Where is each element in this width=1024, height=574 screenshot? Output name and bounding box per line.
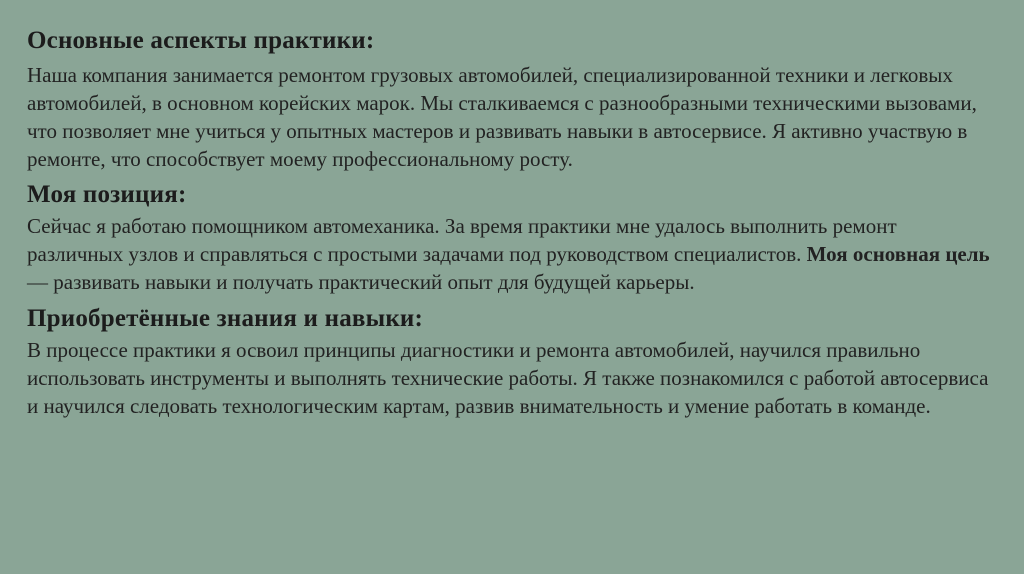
paragraph-bold-text: Моя основная цель [806,242,990,266]
section-practice-aspects [27,26,998,173]
section-heading: Моя позиция: [27,181,187,208]
section-heading: Приобретённые знания и навыки: [27,305,424,332]
section-acquired-skills [27,304,998,420]
section-my-position [27,180,998,296]
section-paragraph: Наша компания занимается ремонтом грузовых автомобилей, специализированной техники и легковых автомобилей, в основном корейских марок. Мы сталкиваемся с разнообразными техническими вызовами, что позволяет мне учиться у опытных мастеров и развивать навыки в автосервисе. Я активно участвую в ремонте, что способствует моему профессиональному росту. [27,63,977,171]
paragraph-text: Сейчас я работаю помощником автомеханика. За время практики мне удалось выполнить ремонт различных узлов и справляться с простыми задачами под руководством специалистов. [27,214,897,266]
section-heading: Основные аспекты практики: [27,27,375,54]
section-paragraph: В процессе практики я освоил принципы диагностики и ремонта автомобилей, научился правильно использовать инструменты и выполнять технические работы. Я также познакомился с работой автосервиса и научился следовать технологическим картам, развив внимательность и умение работать в команде. [27,338,989,418]
paragraph-text: — развивать навыки и получать практический опыт для будущей карьеры. [27,270,695,294]
section-paragraph [27,212,998,296]
